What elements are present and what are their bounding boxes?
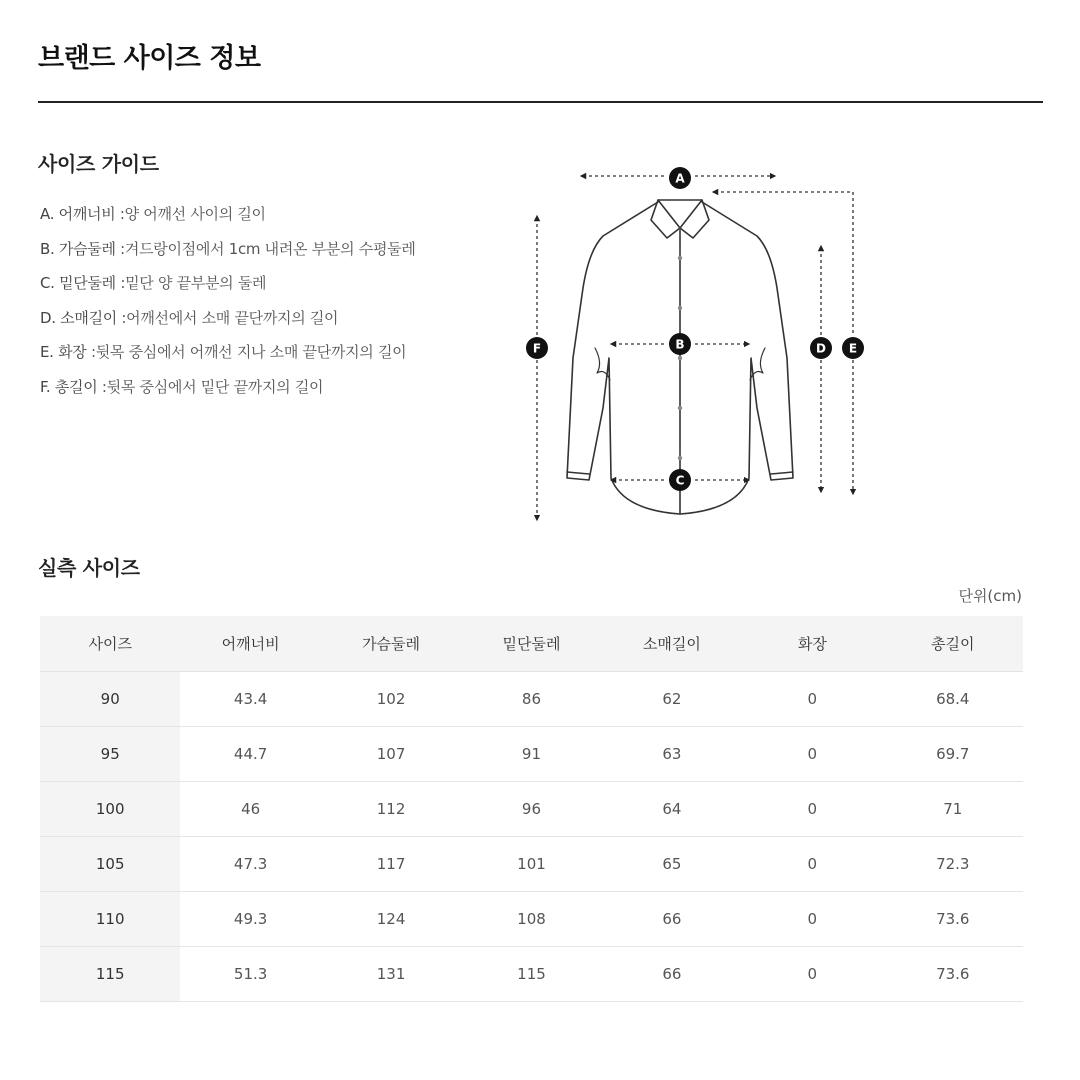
guide-term: C. 밑단둘레: [40, 274, 116, 292]
marker-label: E: [848, 341, 858, 356]
guide-item-e: [40, 341, 416, 376]
table-cell: 0: [742, 672, 882, 727]
table-cell: 66: [602, 947, 742, 1002]
table-cell: 131: [321, 947, 461, 1002]
table-cell: 102: [321, 672, 461, 727]
marker-label: D: [816, 341, 826, 356]
guide-term: F. 총길이: [40, 377, 98, 396]
size-cell: 95: [40, 727, 180, 782]
guide-term: D. 소매길이: [40, 308, 117, 327]
table-row: [40, 727, 1023, 782]
table-row: [40, 672, 1023, 727]
column-header: 총길이: [883, 616, 1023, 672]
column-header: 화장: [742, 616, 882, 672]
marker-e-icon: [842, 337, 864, 359]
table-cell: 124: [321, 892, 461, 947]
size-table: [40, 616, 1023, 1002]
table-cell: 66: [602, 892, 742, 947]
table-cell: 73.6: [883, 892, 1023, 947]
table-cell: 46: [180, 782, 320, 837]
table-cell: 107: [321, 727, 461, 782]
shirt-diagram: [515, 158, 875, 530]
table-cell: 91: [461, 727, 601, 782]
column-header: 가슴둘레: [321, 616, 461, 672]
table-cell: 69.7: [883, 727, 1023, 782]
unit-label: 단위(cm): [958, 587, 1022, 605]
column-header: 밑단둘레: [461, 616, 601, 672]
table-cell: 72.3: [883, 837, 1023, 892]
table-row: [40, 947, 1023, 1002]
guide-term: E. 화장: [40, 343, 87, 361]
size-cell: 110: [40, 892, 180, 947]
table-header-row: [40, 616, 1023, 672]
marker-label: C: [675, 473, 685, 488]
table-cell: 73.6: [883, 947, 1023, 1002]
table-cell: 47.3: [180, 837, 320, 892]
table-cell: 112: [321, 782, 461, 837]
table-cell: 64: [602, 782, 742, 837]
table-cell: 0: [742, 947, 882, 1002]
page-title: 브랜드 사이즈 정보: [38, 43, 261, 74]
table-cell: 117: [321, 837, 461, 892]
size-cell: 90: [40, 672, 180, 727]
column-header: 소매길이: [602, 616, 742, 672]
table-cell: 0: [742, 837, 882, 892]
table-cell: 49.3: [180, 892, 320, 947]
marker-label: F: [532, 341, 542, 356]
table-cell: 51.3: [180, 947, 320, 1002]
marker-b-icon: [669, 333, 691, 355]
table-cell: 0: [742, 727, 882, 782]
table-cell: 86: [461, 672, 601, 727]
guide-desc: :뒷목 중심에서 밑단 끝까지의 길이: [101, 377, 324, 396]
title-divider: [38, 101, 1043, 103]
table-row: [40, 782, 1023, 837]
guide-item-b: [40, 238, 416, 273]
table-row: [40, 837, 1023, 892]
guide-term: B. 가슴둘레: [40, 239, 116, 258]
marker-a-icon: [669, 167, 691, 189]
size-guide-title: 사이즈 가이드: [38, 152, 159, 176]
size-cell: 115: [40, 947, 180, 1002]
column-header: 어깨너비: [180, 616, 320, 672]
table-cell: 63: [602, 727, 742, 782]
table-cell: 62: [602, 672, 742, 727]
table-cell: 0: [742, 782, 882, 837]
measurement-title: 실측 사이즈: [38, 556, 140, 580]
table-cell: 108: [461, 892, 601, 947]
table-cell: 0: [742, 892, 882, 947]
guide-item-d: [40, 307, 416, 342]
guide-item-c: [40, 272, 416, 307]
guide-desc: :양 어깨선 사이의 길이: [119, 205, 266, 223]
table-cell: 43.4: [180, 672, 320, 727]
table-cell: 115: [461, 947, 601, 1002]
guide-desc: :어깨선에서 소매 끝단까지의 길이: [121, 308, 339, 327]
guide-term: A. 어깨너비: [40, 205, 116, 223]
marker-label: A: [675, 171, 685, 186]
guide-item-f: [40, 376, 416, 411]
marker-c-icon: [669, 469, 691, 491]
guide-desc: :겨드랑이점에서 1cm 내려온 부분의 수평둘레: [120, 239, 416, 258]
table-cell: 68.4: [883, 672, 1023, 727]
size-cell: 105: [40, 837, 180, 892]
table-cell: 44.7: [180, 727, 320, 782]
guide-item-a: [40, 203, 416, 238]
marker-d-icon: [810, 337, 832, 359]
size-guide-list: [40, 203, 416, 410]
table-cell: 96: [461, 782, 601, 837]
table-cell: 65: [602, 837, 742, 892]
guide-desc: :밑단 양 끝부분의 둘레: [120, 274, 267, 292]
guide-desc: :뒷목 중심에서 어깨선 지나 소매 끝단까지의 길이: [90, 343, 407, 361]
marker-label: B: [675, 337, 685, 352]
table-cell: 71: [883, 782, 1023, 837]
table-cell: 101: [461, 837, 601, 892]
column-header: 사이즈: [40, 616, 180, 672]
table-row: [40, 892, 1023, 947]
marker-f-icon: [526, 337, 548, 359]
size-cell: 100: [40, 782, 180, 837]
